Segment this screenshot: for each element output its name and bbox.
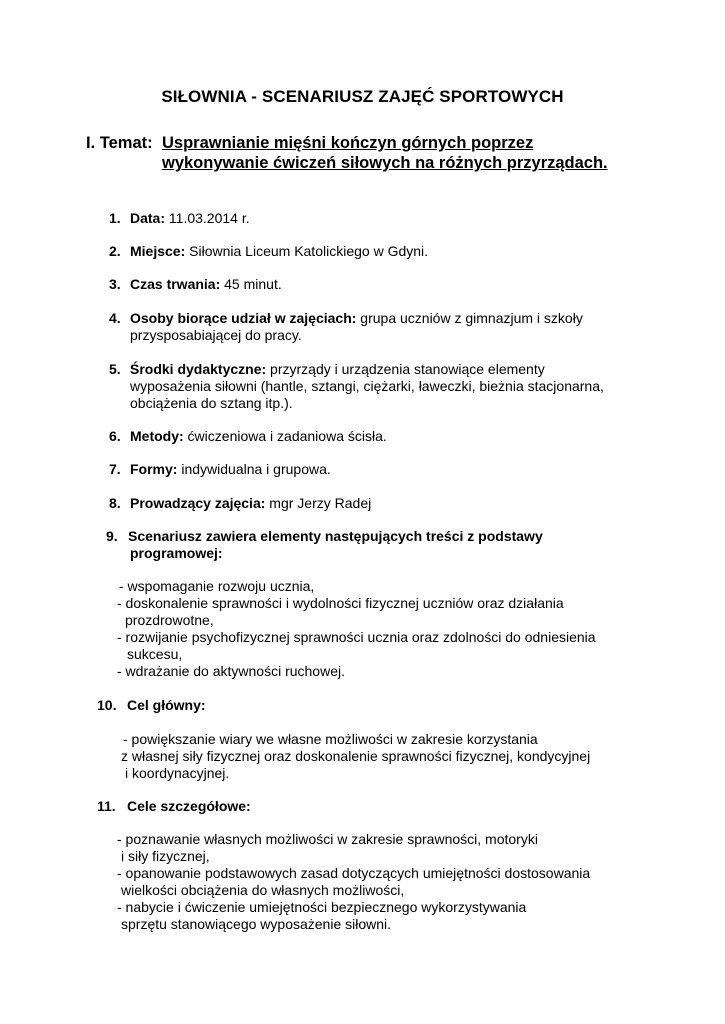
item-label: Osoby biorące udział w zajęciach:	[130, 310, 357, 326]
item-text: przyrządy i urządzenia stanowiące elementy	[266, 361, 545, 377]
item-number: 4.	[109, 310, 121, 326]
item-number: 5.	[109, 361, 121, 377]
item-continuation: przysposabiającej do pracy.	[130, 327, 302, 343]
item-number: 6.	[109, 428, 121, 444]
item-label: Data:	[130, 210, 166, 226]
list-item	[130, 495, 371, 512]
bullet-line: - rozwijanie psychofizycznej sprawności ucznia oraz zdolności do odniesienia	[117, 629, 596, 645]
bullet-line: - nabycie i ćwiczenie umiejętności bezpiecznego wykorzystywania	[117, 899, 527, 915]
bullet-line: - wspomaganie rozwoju ucznia,	[119, 578, 315, 594]
bullet-line: - wdrażanie do aktywności ruchowej.	[117, 663, 345, 679]
item-label: Formy:	[130, 461, 178, 477]
item-heading: Scenariusz zawiera elementy następujących treści z podstawy	[128, 528, 543, 544]
item-number: 10.	[97, 697, 117, 713]
item-heading: Cele szczegółowe:	[127, 798, 251, 814]
item-number: 8.	[109, 495, 121, 511]
topic-line-1: Usprawnianie mięśni kończyn górnych poprzez	[162, 134, 534, 152]
item-label: Miejsce:	[130, 243, 186, 259]
list-item	[130, 310, 583, 327]
bullet-continuation: sukcesu,	[127, 646, 183, 662]
item-label: Prowadzący zajęcia:	[130, 495, 266, 511]
list-item	[130, 361, 545, 378]
list-item	[130, 276, 282, 293]
item-text: grupa uczniów z gimnazjum i szkoły	[356, 310, 583, 326]
item-text: 45 minut.	[220, 276, 282, 292]
document-title: SIŁOWNIA - SCENARIUSZ ZAJĘĆ SPORTOWYCH	[161, 87, 564, 106]
item-text: ćwiczeniowa i zadaniowa ścisła.	[183, 428, 387, 444]
list-item	[130, 461, 331, 478]
item-label: Metody:	[130, 428, 184, 444]
item-number: 11.	[97, 798, 116, 814]
item-number: 9.	[106, 528, 118, 544]
list-item	[130, 210, 250, 227]
topic-label: I. Temat:	[86, 134, 153, 152]
item-continuation: wyposażenia siłowni (hantle, sztangi, ciężarki, ławeczki, bieżnia stacjonarna,	[130, 378, 604, 394]
item-number: 2.	[109, 243, 121, 259]
item-heading-continuation: programowej:	[130, 545, 223, 561]
item-continuation: obciążenia do sztang itp.).	[130, 395, 293, 411]
paragraph-line: - powiększanie wiary we własne możliwości w zakresie korzystania	[123, 731, 538, 747]
item-text: 11.03.2014 r.	[165, 210, 250, 226]
bullet-continuation: prozdrowotne,	[125, 612, 214, 628]
item-label: Środki dydaktyczne:	[130, 361, 267, 377]
list-item	[130, 428, 387, 445]
list-item	[130, 243, 428, 260]
item-number: 1.	[109, 210, 121, 226]
bullet-continuation: i siły fizycznej,	[121, 848, 210, 864]
item-text: indywidualna i grupowa.	[177, 461, 331, 477]
bullet-line: - doskonalenie sprawności i wydolności fizycznej uczniów oraz działania	[117, 595, 564, 611]
item-text: mgr Jerzy Radej	[265, 495, 372, 511]
bullet-continuation: wielkości obciążenia do własnych możliwości,	[121, 882, 405, 898]
paragraph-line: i koordynacyjnej.	[125, 765, 230, 781]
item-label: Czas trwania:	[130, 276, 221, 292]
item-number: 3.	[109, 276, 121, 292]
bullet-line: - poznawanie własnych możliwości w zakresie sprawności, motoryki	[117, 831, 538, 847]
paragraph-line: z własnej siły fizycznej oraz doskonalenie sprawności fizycznej, kondycyjnej	[121, 748, 591, 764]
topic-line-2: wykonywanie ćwiczeń siłowych na różnych przyrządach.	[162, 154, 608, 172]
bullet-line: - opanowanie podstawowych zasad dotyczących umiejętności dostosowania	[117, 865, 591, 881]
bullet-continuation: sprzętu stanowiącego wyposażenie siłowni.	[121, 916, 392, 932]
item-text: Siłownia Liceum Katolickiego w Gdyni.	[185, 243, 429, 259]
item-heading: Cel główny:	[127, 697, 206, 713]
item-number: 7.	[109, 461, 121, 477]
